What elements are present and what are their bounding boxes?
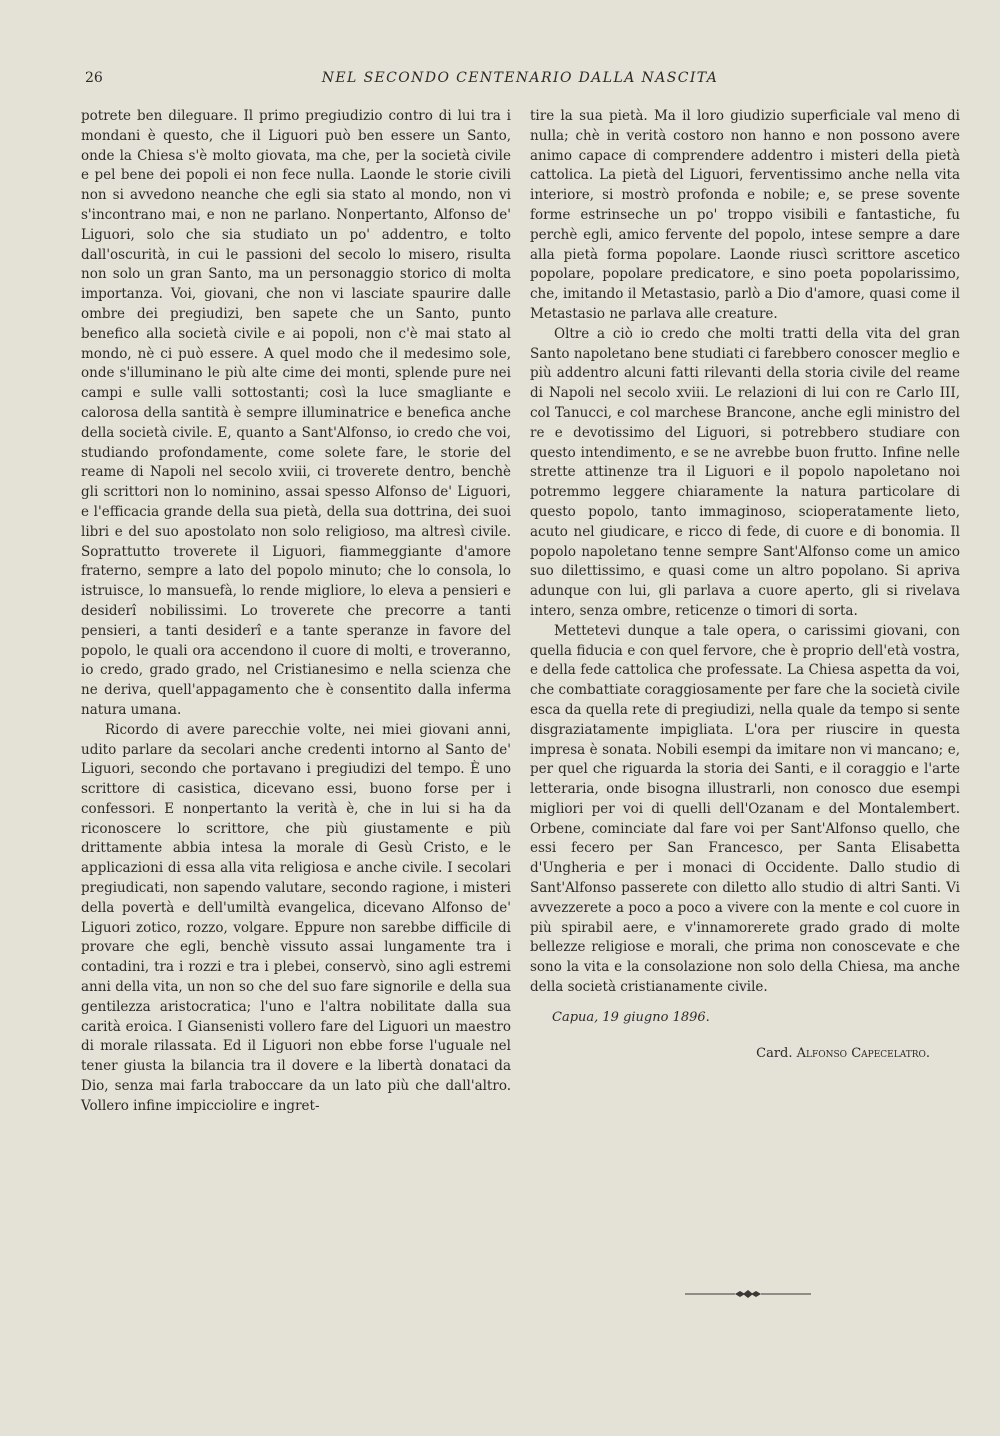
left-column (81, 107, 511, 1117)
dateline-text: Capua, 19 giugno 1896. (552, 1009, 710, 1025)
ornament-rule-icon (683, 1287, 813, 1301)
paragraph: Ricordo di avere parecchie volte, nei miei giovani anni, udito parlare da secolari anche credenti intorno al Santo de' Liguori, secondo che portavano i pregiudizi del tempo. È uno scrittore di casistica, dicevano essi, buono forse per i confessori. E nonpertanto la verità è, che in lui si ha da riconoscere lo scrittore, che più giustamente e più drittamente abbia intesa la morale di Gesù Cristo, e le applicazioni di essa alla vita religiosa e anche civile. I secolari pregiudicati, non sapendo valutare, secondo ragione, i misteri della povertà e dell'umiltà evangelica, dicevano Alfonso de' Liguori zotico, rozzo, volgare. Eppure non sarebbe difficile di provare che egli, benchè vissuto assai lungamente tra i contadini, tra i rozzi e tra i plebei, conservò, sino agli estremi anni della vita, un non so che del suo fare signorile e della sua gentilezza aristocratica; l'uno e l'altra nobilitate dalla sua carità eroica. I Giansenisti vollero fare del Liguori un maestro di morale rilassata. Ed il Liguori non ebbe forse l'uguale nel tener giusta la bilancia tra il dovere e la libertà donataci da Dio, senza mai farla traboccare da un lato più che dall'altro. Vollero infine impicciolire e ingret- (81, 721, 511, 1114)
page-header (85, 70, 955, 92)
paragraph: Mettetevi dunque a tale opera, o carissimi giovani, con quella fiducia e con quel fervore, che è proprio dell'età vostra, e della fede cattolica che professate. La Chiesa aspetta da voi, che combattiate coraggiosamente per fare che la società civile esca da quella rete di pregiudizi, nella quale da tempo si sente disgraziatamente impigliata. L'ora per riuscire in questa impresa è sonata. Nobili esempi da imitare non vi mancano; e, per quel che riguarda la storia dei Santi, e il coraggio e l'arte letteraria, onde bisogna illustrarli, non conosco due esempi migliori per voi di quelli dell'Ozanam e del Montalembert. Orbene, cominciate dal fare voi per Sant'Alfonso quello, che essi fecero per San Francesco, per Santa Elisabetta d'Ungheria e per i monaci di Occidente. Dallo studio di Sant'Alfonso passerete con diletto allo studio di altri Santi. Vi avvezzerete a poco a poco a vivere con la mente e col cuore in più spirabil aere, e v'innamorerete grado grado di molte bellezze religiose e morali, che prima non conoscevate e che sono la vita e la consolazione non solo della Chiesa, ma anche della società cristianamente civile. (530, 622, 960, 996)
dateline (530, 1008, 960, 1028)
signature-title: Card. (756, 1045, 793, 1061)
closing-ornament (683, 1287, 813, 1301)
paragraph: Oltre a ciò io credo che molti tratti della vita del gran Santo napoletano bene studiati ci farebbero conoscer meglio e più addentro alcuni fatti rilevanti della storia civile del reame di Napoli nel secolo xviii. Le relazioni di lui con re Carlo III, col Tanucci, e col marchese Brancone, anche egli ministro del re e devotissimo del Liguori, si potrebbero studiare con questo intendimento, e se ne avrebbe buon frutto. Infine nelle strette attinenze tra il Liguori e il popolo napoletano noi potremmo leggere chiaramente la natura particolare di questo popolo, tanto immaginoso, scioperatamente lieto, acuto nel giudicare, e ricco di fede, di cuore e di bonomia. Il popolo napoletano tenne sempre Sant'Alfonso come un amico suo dilettissimo, e quasi come un altro popolano. Si apriva adunque con lui, gli parlava a cuore aperto, gli si rivelava intero, senza ombre, reticenze o timori di sorta. (530, 325, 960, 619)
paragraph: potrete ben dileguare. Il primo pregiudizio contro di lui tra i mondani è questo, che il Liguori può ben essere un Santo, onde la Chiesa s'è molto giovata, ma che, per la società civile e pel bene dei popoli ei non fece nulla. Laonde le storie civili non si avvedono neanche che egli sia stato al mondo, non vi s'incontrano mai, e non ne parlano. Nonpertanto, Alfonso de' Liguori, solo che sia studiato un po' addentro, e tolto dall'oscurità, in cui le passioni del secolo lo misero, risulta non solo un gran Santo, ma un personaggio storico di molta importanza. Voi, giovani, che non vi lasciate spaurire dalle ombre dei pregiudizi, ben sapete che un Santo, punto benefico alla società civile e ai popoli, non c'è mai stato al mondo, nè ci può essere. A quel modo che il medesimo sole, onde s'illuminano le più alte cime dei monti, splende pure nei campi e sulle valli sottostanti; così la luce smagliante e calorosa della santità è sempre illuminatrice e benefica anche della società civile. E, quanto a Sant'Alfonso, io credo che voi, studiando profondamente, come solete fare, le storie del reame di Napoli nel secolo xviii, ci troverete dentro, benchè gli scrittori non lo nominino, assai spesso Alfonso de' Liguori, e l'efficacia grande della sua pietà, della sua dottrina, dei suoi libri e del suo apostolato non solo religioso, ma altresì civile. Soprattutto troverete il Liguori, fiammeggiante d'amore fraterno, sempre a lato del popolo minuto; che lo consola, lo istruisce, lo mansuefà, lo rende migliore, lo eleva a pensieri e desiderî nobilissimi. Lo troverete che precorre a tanti pensieri, a tanti desiderî e a tante speranze in favore del popolo, le quali ora accendono il cuore di molti, e troveranno, io credo, grado grado, nel Cristianesimo e nella scienza che ne deriva, quell'appagamento che è consentito dalla inferma natura umana. (81, 108, 511, 718)
page-number: 26 (85, 70, 103, 86)
paragraph: tire la sua pietà. Ma il loro giudizio superficiale val meno di nulla; chè in verità costoro non hanno e non possono avere animo capace di comprendere addentro i misteri della pietà cattolica. La pietà del Liguori, ferventissimo anche nella vita interiore, si mostrò profonda e nobile; e, se prese sovente forme estrinseche un po' troppo visibili e fantastiche, fu perchè egli, amico fervente del popolo, intese sempre a dare alla pietà forma popolare. Laonde riuscì scrittore ascetico popolare, popolare predicatore, e sino poeta popolarissimo, che, imitando il Metastasio, parlò a Dio d'amore, quasi come il Metastasio ne parlava alle creature. (530, 108, 960, 322)
running-title: NEL SECONDO CENTENARIO DALLA NASCITA (321, 70, 719, 86)
signature-name: Alfonso Capecelatro. (796, 1045, 930, 1061)
right-column (530, 107, 960, 1063)
signature (530, 1044, 960, 1064)
